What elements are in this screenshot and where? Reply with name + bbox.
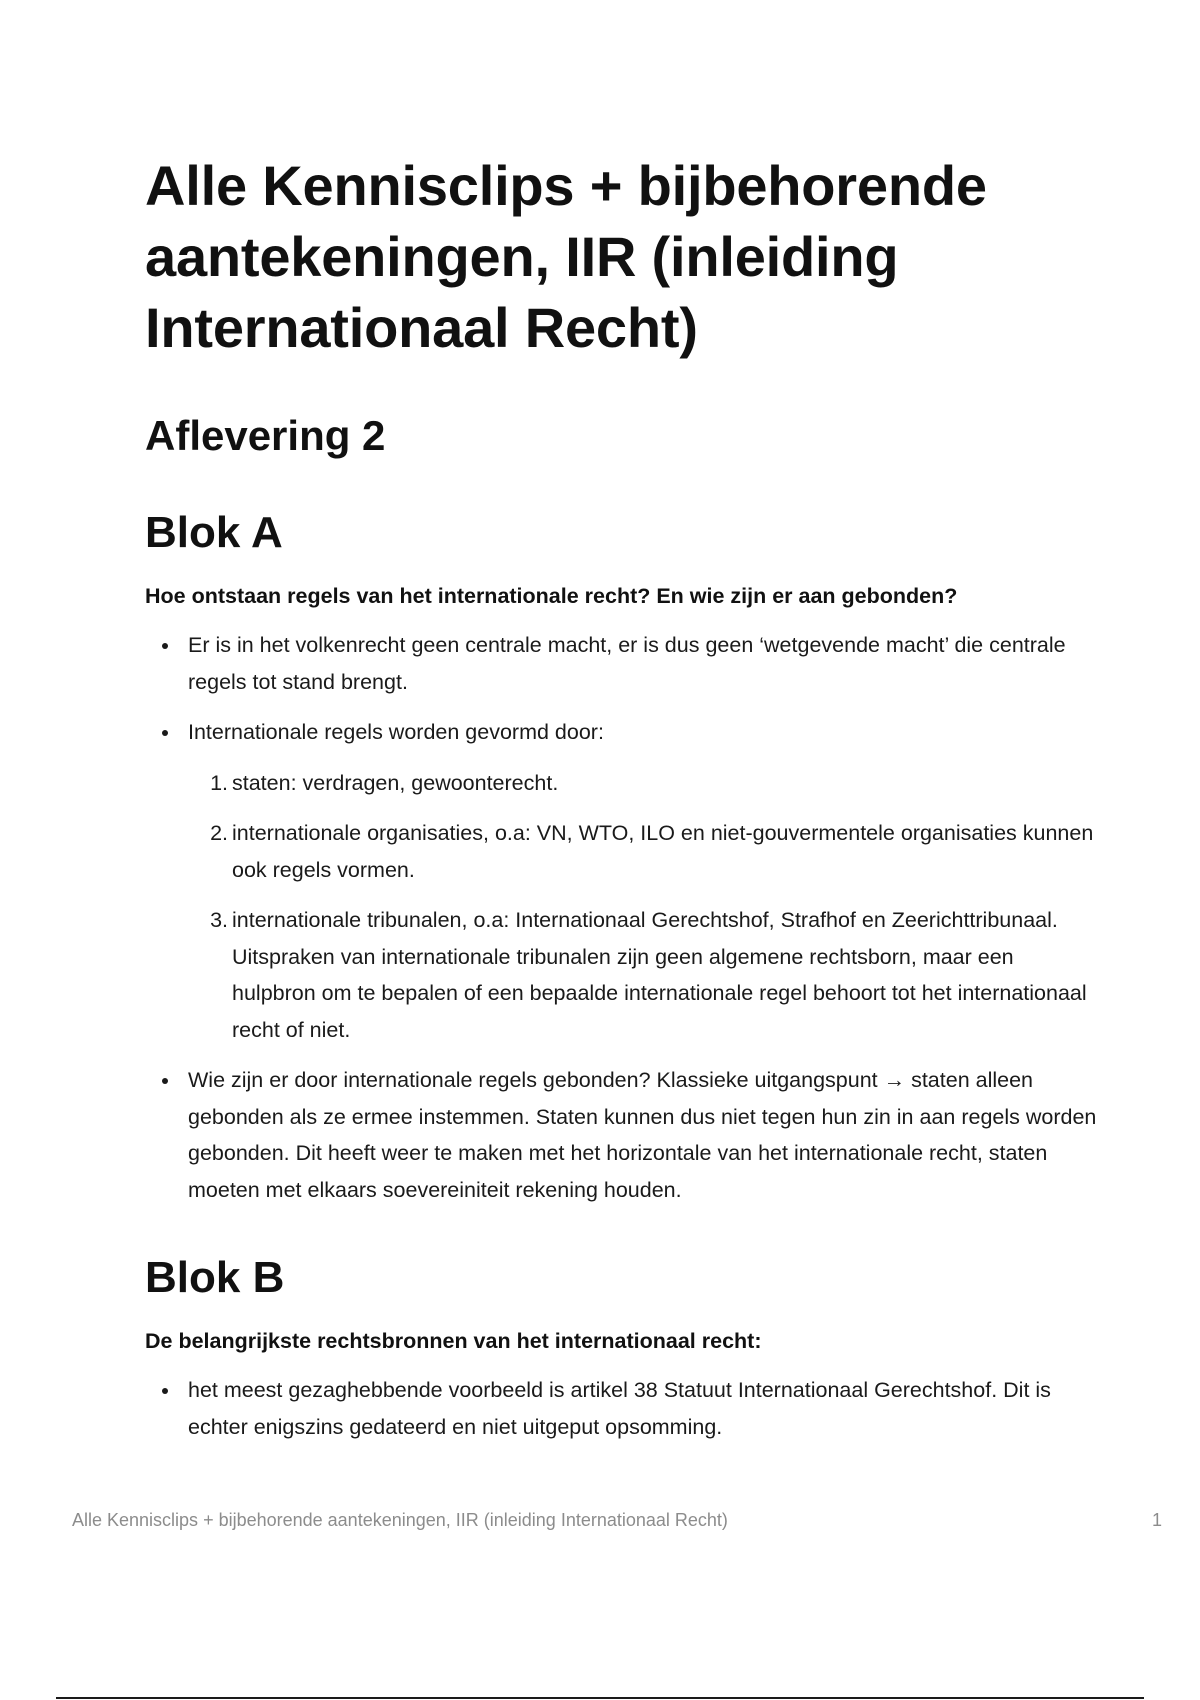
- bullet-icon: [162, 730, 168, 736]
- list-item: [188, 627, 1100, 700]
- page-divider: [56, 1697, 1144, 1699]
- numbered-item-text: internationale tribunalen, o.a: Internationaal Gerechtshof, Strafhof en Zeerichttribunaal. Uitspraken van internationale tribunalen zijn geen algemene rechtsborn, maar een hulpbron om te bepalen of een bepaalde internationale regel behoort tot het internationaal recht of niet.: [232, 908, 1087, 1042]
- list-item: [188, 714, 1100, 1048]
- list-item-text: Er is in het volkenrecht geen centrale macht, er is dus geen ‘wetgevende macht’ die centrale regels tot stand brengt.: [188, 633, 1066, 694]
- numbered-item: [210, 765, 1100, 802]
- list-item-text: Internationale regels worden gevormd door:: [188, 720, 604, 744]
- numbered-item-text: staten: verdragen, gewoonterecht.: [232, 770, 559, 795]
- section-blok-b: [145, 1252, 1100, 1445]
- bullet-icon: [162, 643, 168, 649]
- page-title: Alle Kennisclips + bijbehorende aantekeningen, IIR (inleiding Internationaal Recht): [145, 154, 987, 359]
- section-heading-blok-a: Blok A: [145, 508, 283, 557]
- footer-running-title: Alle Kennisclips + bijbehorende aantekeningen, IIR (inleiding Internationaal Recht): [72, 1510, 728, 1530]
- numbered-list: [188, 765, 1100, 1049]
- item-number: 3.: [210, 908, 228, 932]
- section-heading-blok-b: Blok B: [145, 1253, 285, 1302]
- numbered-item-text: internationale organisaties, o.a: VN, WTO, ILO en niet-gouvermentele organisaties kunnen ook regels vormen.: [232, 821, 1094, 882]
- bullet-list: [145, 627, 1100, 1208]
- bullet-icon: [162, 1078, 168, 1084]
- bullet-list: [145, 1372, 1100, 1445]
- list-item-text: het meest gezaghebbende voorbeeld is artikel 38 Statuut Internationaal Gerechtshof. Dit is echter enigszins gedateerd en niet uitgeput opsomming.: [188, 1378, 1051, 1439]
- list-item-text: Wie zijn er door internationale regels gebonden? Klassieke uitgangspunt → staten alleen gebonden als ze ermee instemmen. Staten kunnen dus niet tegen hun zin in aan regels worden gebonden. Dit heeft weer te maken met het horizontale van het internationale recht, staten moeten met elkaars soevereiniteit rekening houden.: [188, 1068, 1097, 1202]
- numbered-item: [210, 902, 1100, 1048]
- item-number: 1.: [210, 770, 228, 795]
- section-question: Hoe ontstaan regels van het internationale recht? En wie zijn er aan gebonden?: [145, 584, 958, 608]
- list-item: [188, 1372, 1100, 1445]
- section-blok-a: [145, 507, 1100, 1208]
- page-content: [145, 150, 1100, 1459]
- episode-heading: Aflevering 2: [145, 412, 386, 459]
- section-question: De belangrijkste rechtsbronnen van het internationaal recht:: [145, 1329, 762, 1353]
- page-number: 1: [1151, 1510, 1162, 1530]
- numbered-item: [210, 815, 1100, 888]
- item-number: 2.: [210, 821, 228, 845]
- list-item: [188, 1062, 1100, 1208]
- bullet-icon: [162, 1388, 168, 1394]
- page-footer: [72, 1508, 1162, 1532]
